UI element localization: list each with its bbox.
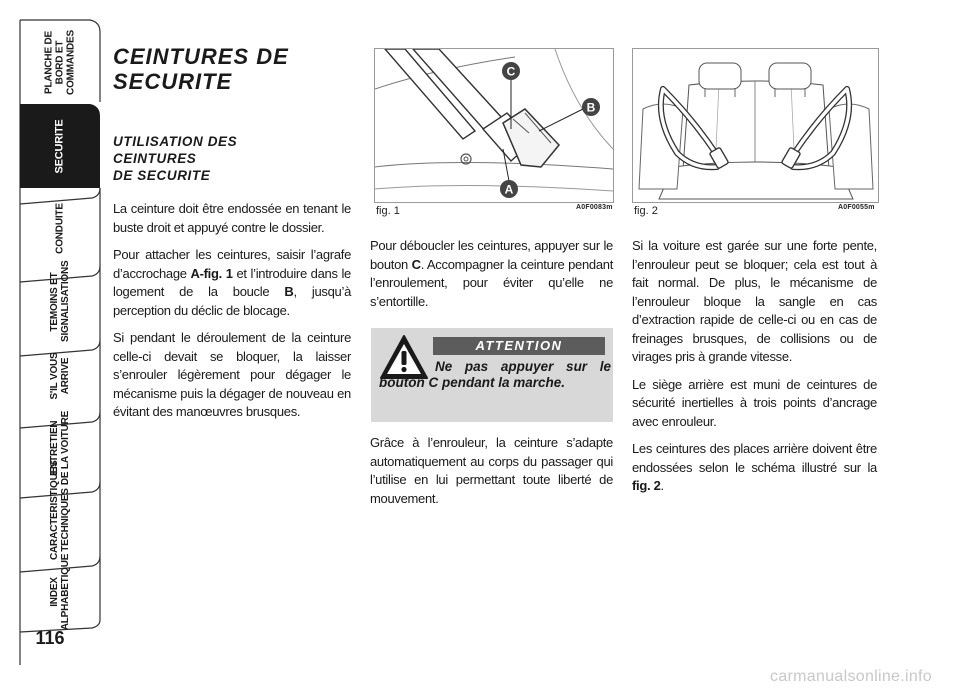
text-run: , jusqu’à perception du déclic de blocage. [113,284,351,318]
buckle-illustration [375,49,613,202]
paragraph [113,246,351,320]
tab-securite[interactable] [18,110,102,182]
column-1-text [113,200,351,431]
warning-text: Ne pas appuyer sur le bouton C pendant la marche. [379,359,611,390]
part-ref: C [411,256,421,272]
paragraph [370,237,613,311]
tab-caracteristiques[interactable] [18,460,102,560]
text-run: Pour attacher les ceintures, saisir l’agrafe d’accrochage [113,247,351,281]
page-title: CEINTURES DE SECURITE [113,44,289,94]
tab-label: PLANCHE DE BORD ET COMMANDES [43,29,77,95]
text-run: Pour déboucler les ceintures, appuyer sur le bouton [370,238,613,272]
footer-watermark[interactable]: carmanualsonline.info [770,668,932,685]
figure-1-code: A0F0083m [576,204,613,211]
fig-ref: fig. 2 [632,478,661,493]
figure-2-code: A0F0055m [838,204,875,211]
text-run: . [660,478,664,493]
paragraph: La ceinture doit être endossée en tenant le buste droit et appuyé contre le dossier. [113,201,351,235]
fig-ref: A-fig. 1 [190,265,233,281]
tab-label: ENTRETIEN DE LA VOITURE [49,410,71,486]
tab-temoins[interactable] [18,260,102,342]
tab-entretien[interactable] [18,412,102,484]
figure-2-rear-seat [632,48,879,203]
tab-planche-de-bord[interactable] [18,26,102,98]
paragraph [632,440,877,496]
callout-a: A [504,182,514,197]
text-run: et l’introduire dans le logement de la boucle [113,265,351,299]
column-3-text [632,237,877,505]
text-run: Les ceintures des places arrière doivent être endossées selon le schéma illustré sur la [632,441,877,475]
figure-2-caption: fig. 2 [634,205,658,217]
tab-label: TEMOINS ET SIGNALISATIONS [49,260,71,342]
column-2-text-lower [370,434,613,517]
tab-label: S'IL VOUS ARRIVE [49,352,71,400]
callout-b: B [586,100,596,115]
page-number: 116 [35,628,65,648]
text-run: . Accompagner la ceinture pendant l’enroulement, pour éviter qu’elle ne s’entortille. [370,256,614,309]
tab-sil-vous-arrive[interactable] [18,340,102,412]
section-subtitle: UTILISATION DES CEINTURES DE SECURITE [113,134,238,183]
warning-heading: ATTENTION [433,337,605,355]
part-ref: B [284,284,294,299]
paragraph: Si la voiture est garée sur une forte pente, l’enrouleur peut se bloquer; cela est tout à fait normal. De plus, le mécanisme de l’enrouleur bloque la sangle en cas d’extraction rapide de celle-ci ou en cas de freinages brusques, de collisions ou de virages pris à grande vitesse. [632,238,877,364]
paragraph: Si pendant le déroulement de la ceinture celle-ci devait se bloquer, la laisser s’enrouler légèrement pour dégager le mécanisme puis la dégager de nouveau en évitant des manœuvres brusques. [113,330,351,419]
chapter-tabs [0,0,105,692]
tab-label: SECURITE [53,118,66,174]
figure-1-caption: fig. 1 [376,205,400,217]
warning-box [371,328,613,422]
callout-c: C [506,64,516,79]
tab-label: CONDUITE [54,202,66,254]
column-2-text [370,237,613,320]
tab-label: CARACTERISTIQUES TECHNIQUES [49,460,71,560]
tab-label: INDEX ALPHABETIQUE [49,553,71,631]
figure-1-buckle [374,48,614,203]
tab-index[interactable] [18,553,102,631]
tab-conduite[interactable] [18,192,102,264]
paragraph: Le siège arrière est muni de ceintures de sécurité inertielles à trois points d’ancrage avec enrouleur. [632,376,877,429]
paragraph: Grâce à l’enrouleur, la ceinture s’adapte automatiquement au corps du passager qui l’utilise en lui permettant toute liberté de mouvement. [370,435,613,506]
rear-seat-illustration [633,49,878,202]
